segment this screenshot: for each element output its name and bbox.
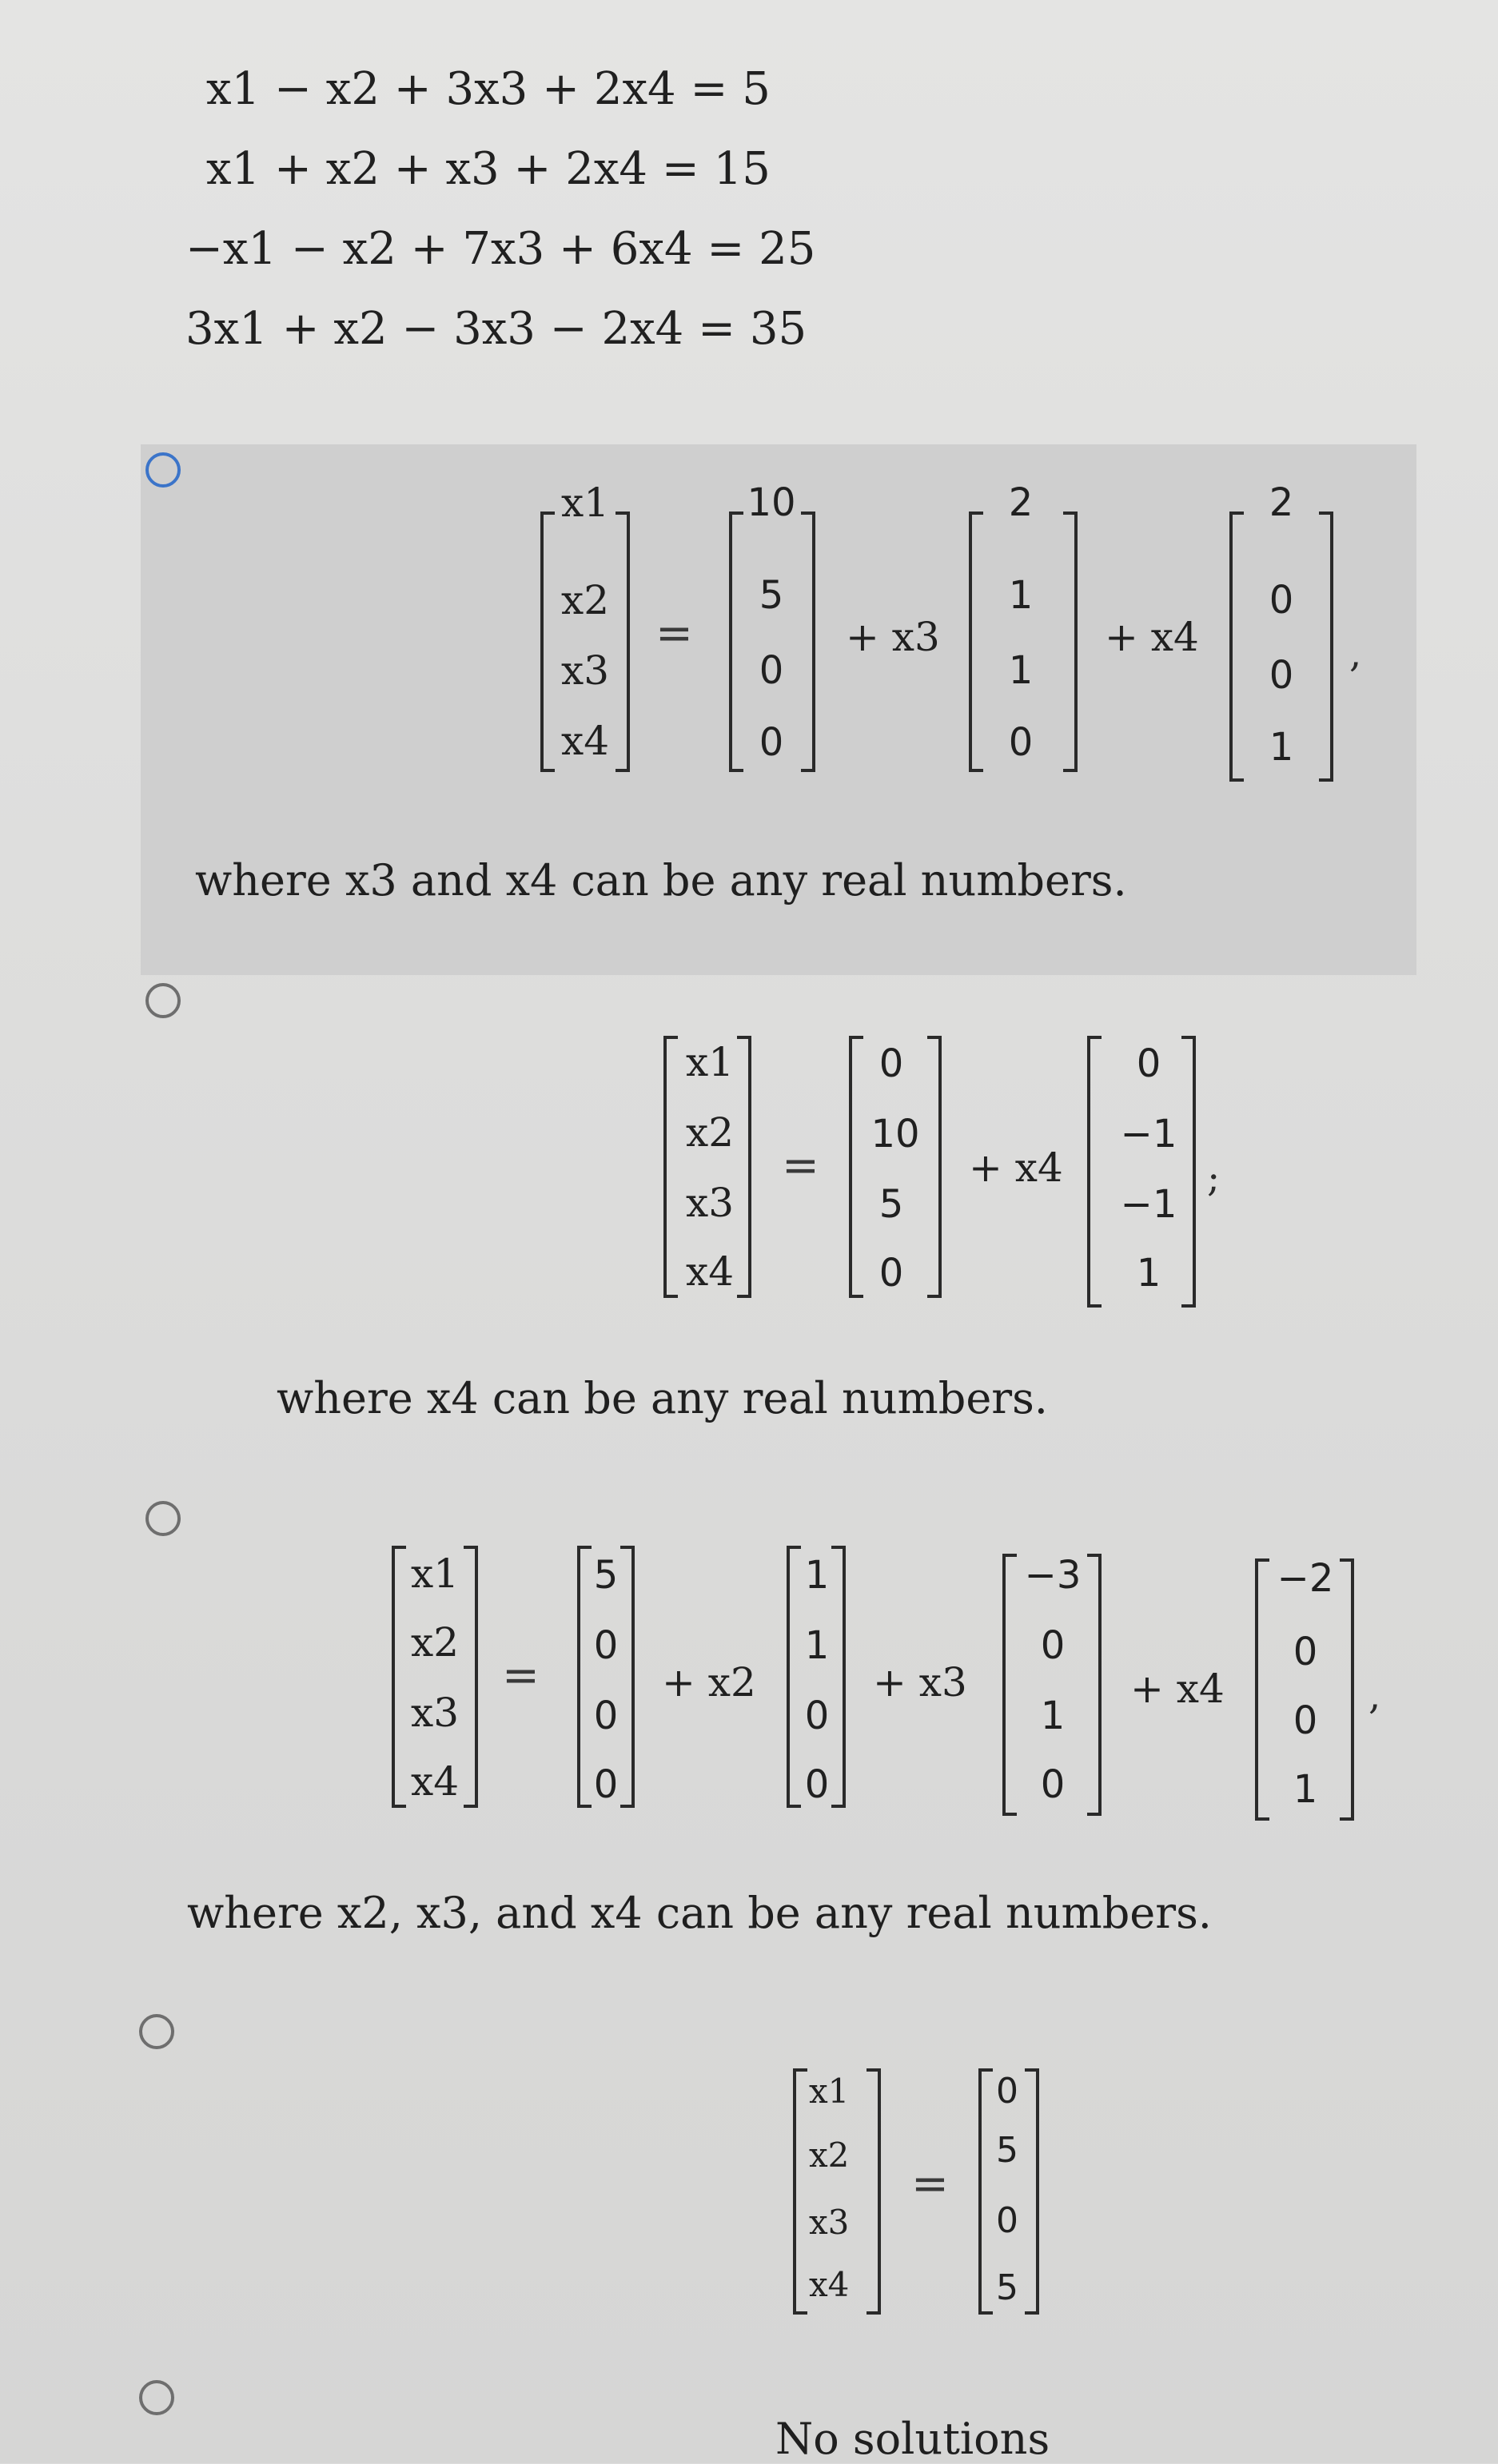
option-3-const-3: 0 bbox=[593, 1694, 619, 1738]
option-2-lhs-x2: x2 bbox=[686, 1109, 735, 1156]
option-4-const-3: 0 bbox=[996, 2200, 1018, 2241]
equation-4: 3x1 + x2 − 3x3 − 2x4 = 35 bbox=[185, 303, 807, 355]
option-4-lhs-bracket-left bbox=[793, 2068, 807, 2315]
option-2-radio[interactable] bbox=[145, 983, 181, 1018]
option-5-radio[interactable] bbox=[139, 2380, 174, 2415]
option-3-term-2-bracket-left bbox=[1002, 1554, 1017, 1816]
option-3-const-bracket-right bbox=[620, 1546, 635, 1808]
option-4-lhs-x3: x3 bbox=[809, 2203, 850, 2242]
option-2-term-1-bracket-right bbox=[1181, 1036, 1196, 1308]
option-1-term-2-bracket-right bbox=[1319, 512, 1333, 782]
option-2-lhs-x1: x1 bbox=[686, 1039, 735, 1085]
option-3-term-2-v1: −3 bbox=[1024, 1553, 1082, 1598]
option-2-where-text: where x4 can be any real numbers. bbox=[277, 1373, 1048, 1423]
option-2-lhs-x4: x4 bbox=[686, 1248, 735, 1295]
option-2-term-1-v3: −1 bbox=[1120, 1182, 1177, 1227]
option-3-const-4: 0 bbox=[593, 1762, 619, 1807]
option-3-term-1-v2: 1 bbox=[804, 1623, 830, 1668]
option-1-const-1: 10 bbox=[747, 480, 796, 525]
option-1-term-1-var: + x3 bbox=[846, 614, 940, 660]
option-1-const-4: 0 bbox=[759, 720, 784, 765]
option-2-term-1-v2: −1 bbox=[1120, 1112, 1177, 1156]
equation-1: x1 − x2 + 3x3 + 2x4 = 5 bbox=[206, 63, 771, 115]
option-1-const-bracket-left bbox=[729, 512, 743, 772]
option-1-where-text: where x3 and x4 can be any real numbers. bbox=[195, 855, 1127, 906]
option-3-term-2-v4: 0 bbox=[1040, 1762, 1066, 1807]
option-2-lhs-bracket-right bbox=[737, 1036, 751, 1298]
option-1-equals: = bbox=[655, 607, 693, 659]
option-3-term-3-v2: 0 bbox=[1293, 1630, 1318, 1674]
option-1-term-2-v1: 2 bbox=[1269, 480, 1294, 525]
option-5-label[interactable]: No solutions bbox=[775, 2414, 1050, 2464]
option-2-term-1-v4: 1 bbox=[1136, 1251, 1161, 1296]
option-3-where-text: where x2, x3, and x4 can be any real numbers. bbox=[187, 1888, 1212, 1938]
option-3-term-3-v4: 1 bbox=[1293, 1767, 1318, 1812]
option-1-lhs-x1: x1 bbox=[561, 480, 610, 526]
option-2-term-1-v1: 0 bbox=[1136, 1041, 1161, 1086]
equation-3: −x1 − x2 + 7x3 + 6x4 = 25 bbox=[185, 223, 816, 275]
option-3-equals: = bbox=[502, 1650, 540, 1702]
option-2-lhs-bracket-left bbox=[663, 1036, 678, 1298]
equation-2: x1 + x2 + x3 + 2x4 = 15 bbox=[206, 143, 771, 195]
option-1-radio[interactable] bbox=[145, 452, 181, 488]
option-2-lhs-x3: x3 bbox=[686, 1180, 735, 1226]
option-3-term-2-var: + x3 bbox=[873, 1659, 967, 1706]
option-3-separator: , bbox=[1369, 1674, 1381, 1718]
option-1-lhs-bracket-left bbox=[540, 512, 555, 772]
option-4-radio[interactable] bbox=[139, 2014, 174, 2049]
option-2-term-1-var: + x4 bbox=[969, 1144, 1063, 1191]
option-1-lhs-bracket-right bbox=[616, 512, 630, 772]
option-3-term-3-v1: −2 bbox=[1277, 1556, 1334, 1601]
option-3-term-1-bracket-right bbox=[831, 1546, 846, 1808]
option-1-lhs-x4: x4 bbox=[561, 718, 610, 764]
option-3-const-1: 5 bbox=[593, 1553, 619, 1598]
option-1-term-2-bracket-left bbox=[1229, 512, 1244, 782]
option-4-equals: = bbox=[911, 2158, 949, 2210]
option-3-term-1-v1: 1 bbox=[804, 1553, 830, 1598]
option-3-const-2: 0 bbox=[593, 1623, 619, 1668]
option-2-equals: = bbox=[782, 1140, 819, 1192]
option-2-const-bracket-right bbox=[927, 1036, 942, 1298]
option-4-const-4: 5 bbox=[996, 2267, 1018, 2308]
option-2-const-4: 0 bbox=[878, 1251, 904, 1296]
option-3-term-3-bracket-left bbox=[1255, 1558, 1269, 1821]
option-4-const-2: 5 bbox=[996, 2130, 1018, 2171]
option-3-lhs-bracket-left bbox=[392, 1546, 406, 1808]
option-3-term-1-var: + x2 bbox=[662, 1659, 756, 1706]
option-4-lhs-x2: x2 bbox=[809, 2136, 850, 2175]
option-1-term-1-bracket-right bbox=[1063, 512, 1078, 772]
option-4-const-1: 0 bbox=[996, 2071, 1018, 2112]
option-4-lhs-x4: x4 bbox=[809, 2265, 850, 2304]
option-3-term-2-bracket-right bbox=[1087, 1554, 1102, 1816]
option-2-separator: ; bbox=[1207, 1156, 1221, 1200]
option-4-lhs-x1: x1 bbox=[809, 2072, 850, 2111]
option-1-separator: , bbox=[1349, 631, 1362, 676]
option-3-term-2-v3: 1 bbox=[1040, 1694, 1066, 1738]
option-2-const-bracket-left bbox=[849, 1036, 863, 1298]
option-3-term-1-v3: 0 bbox=[804, 1694, 830, 1738]
option-3-term-3-v3: 0 bbox=[1293, 1698, 1318, 1743]
option-3-term-1-v4: 0 bbox=[804, 1762, 830, 1807]
option-2-const-1: 0 bbox=[878, 1041, 904, 1086]
option-3-lhs-x2: x2 bbox=[411, 1619, 460, 1666]
option-1-term-1-bracket-left bbox=[969, 512, 983, 772]
option-4-const-bracket-right bbox=[1025, 2068, 1039, 2315]
option-3-term-3-var: + x4 bbox=[1130, 1666, 1225, 1712]
option-3-lhs-x1: x1 bbox=[411, 1550, 460, 1597]
option-3-radio[interactable] bbox=[145, 1501, 181, 1536]
option-2-term-1-bracket-left bbox=[1087, 1036, 1102, 1308]
option-1-term-2-v2: 0 bbox=[1269, 578, 1294, 623]
option-1-const-3: 0 bbox=[759, 648, 784, 693]
option-3-lhs-bracket-right bbox=[464, 1546, 478, 1808]
option-3-term-3-bracket-right bbox=[1340, 1558, 1354, 1821]
option-2-const-3: 5 bbox=[878, 1182, 904, 1227]
option-4-lhs-bracket-right bbox=[867, 2068, 881, 2315]
option-1-lhs-x2: x2 bbox=[561, 577, 610, 623]
option-2-const-2: 10 bbox=[871, 1112, 920, 1156]
option-1-term-1-v1: 2 bbox=[1008, 480, 1034, 525]
option-3-lhs-x3: x3 bbox=[411, 1690, 460, 1736]
option-1-term-2-v3: 0 bbox=[1269, 653, 1294, 698]
option-3-term-2-v2: 0 bbox=[1040, 1623, 1066, 1668]
option-1-term-1-v2: 1 bbox=[1008, 573, 1034, 618]
option-1-term-2-v4: 1 bbox=[1269, 725, 1294, 770]
option-3-lhs-x4: x4 bbox=[411, 1758, 460, 1805]
option-1-term-1-v3: 1 bbox=[1008, 648, 1034, 693]
option-1-const-2: 5 bbox=[759, 573, 784, 618]
option-1-const-bracket-right bbox=[801, 512, 815, 772]
option-1-term-1-v4: 0 bbox=[1008, 720, 1034, 765]
option-1-term-2-var: + x4 bbox=[1105, 614, 1199, 660]
option-1-lhs-x3: x3 bbox=[561, 647, 610, 694]
